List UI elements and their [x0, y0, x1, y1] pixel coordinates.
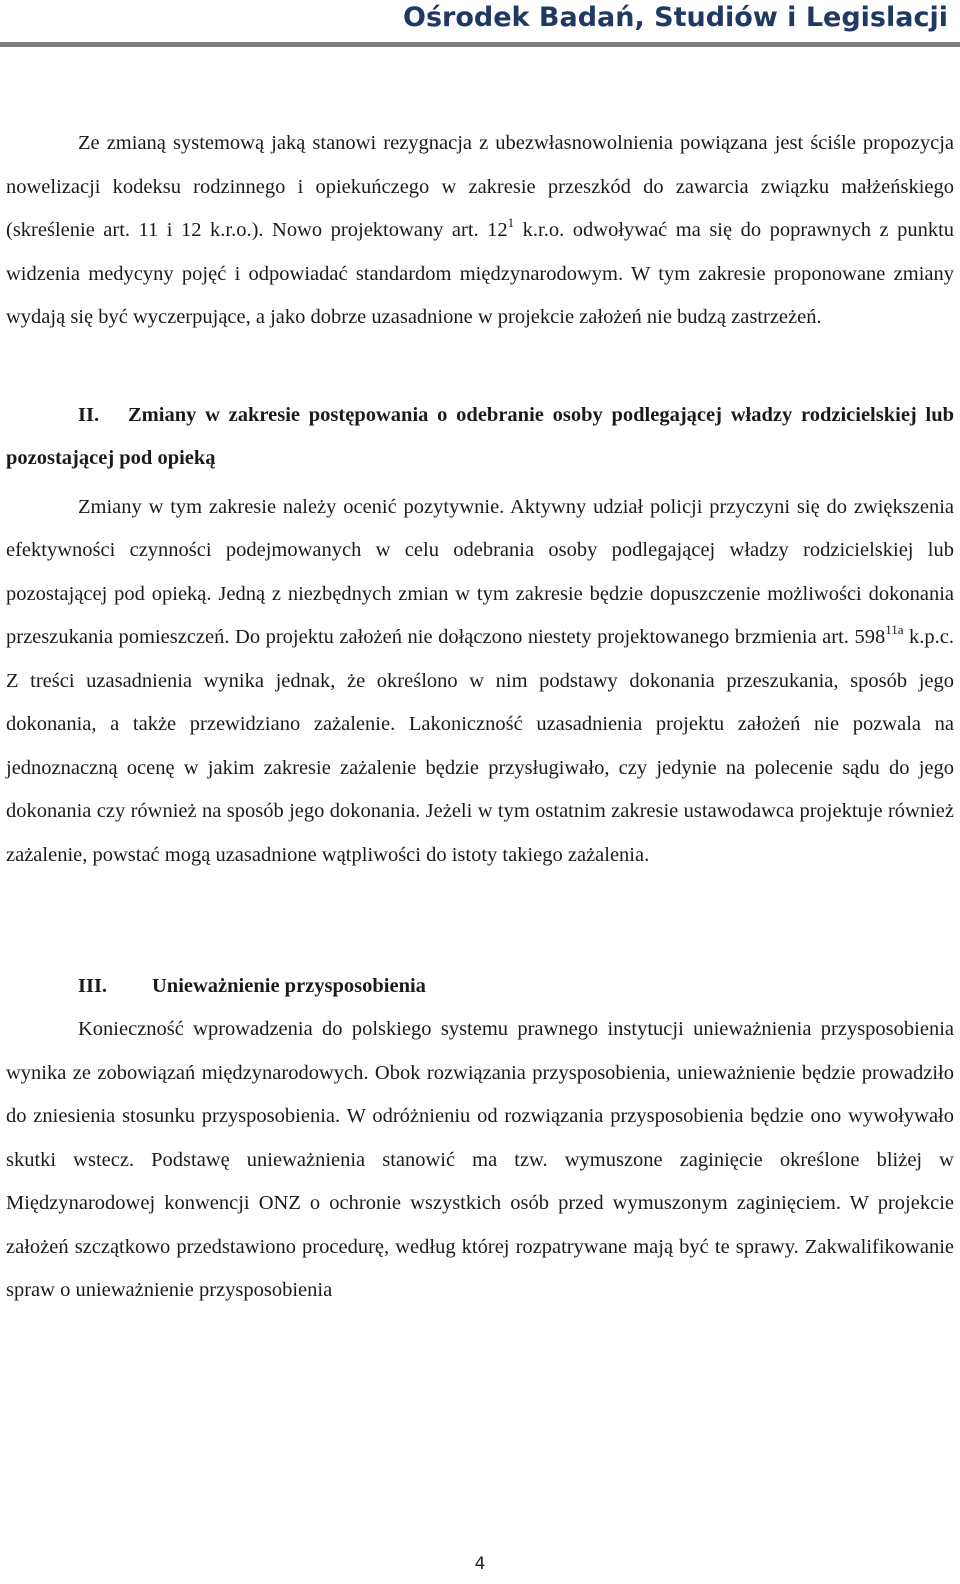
- paragraph-text: Konieczność wprowadzenia do polskiego systemu prawnego instytucji unieważnienia przysposobienia wynika ze zobowiązań międzynarodowych. Obok rozwiązania przysposobienia, unieważnienie będzie prowadziło do zniesienia stosunku przysposobienia. W odróżnieniu od rozwiązania przysposobienia będzie ono wywoływało skutki wstecz. Podstawę unieważnienia stanowić ma tzw. wymuszone zaginięcie określone bliżej w Międzynarodowej konwencji ONZ o ochronie wszystkich osób przed wymuszonym zaginięciem. W projekcie założeń szczątkowo przedstawiono procedurę, według której rozpatrywane mają być te sprawy. Zakwalifikowanie spraw o unieważnienie przysposobienia: [6, 1018, 954, 1301]
- header-title: Ośrodek Badań, Studiów i Legislacji: [403, 2, 948, 33]
- page-header: [0, 0, 960, 48]
- paragraph-text: Ze zmianą systemową jaką stanowi rezygnacja z ubezwłasnowolnienia powiązana jest ściśle propozycja nowelizacji kodeksu rodzinnego i opiekuńczego w zakresie przeszkód do zawarcia związku małżeńskiego (skreślenie art. 11 i 12 k.r.o.). Nowo projektowany art. 12: [6, 132, 954, 241]
- section-heading-ii: [6, 394, 954, 480]
- section-heading-iii: [6, 965, 954, 1008]
- document-body: [6, 122, 954, 1313]
- paragraph-text: k.p.c. Z treści uzasadnienia wynika jednak, że określono w nim podstawy dokonania przeszukania, sposób jego dokonania, a także przewidziano zażalenie. Lakoniczność uzasadnienia projektu założeń nie pozwala na jednoznaczną ocenę w jakim zakresie zażalenie będzie przysługiwało, czy jedynie na polecenie sądu do jego dokonania czy również na sposób jego dokonania. Jeżeli w tym ostatnim zakresie ustawodawca projektuje również zażalenie, powstać mogą uzasadnione wątpliwości do istoty takiego zażalenia.: [6, 626, 954, 866]
- section-title: Unieważnienie przysposobienia: [152, 975, 426, 997]
- paragraph-text: k.r.o. odwoływać ma się do poprawnych z punktu widzenia medycyny pojęć i odpowiadać standardom międzynarodowym. W tym zakresie proponowane zmiany wydają się być wyczerpujące, a jako dobrze uzasadnione w projekcie założeń nie budzą zastrzeżeń.: [6, 219, 955, 328]
- superscript: 1: [507, 215, 515, 230]
- section-title: Zmiany w zakresie postępowania o odebranie osoby podlegającej władzy rodzicielskiej lub pozostającej pod opieką: [6, 403, 954, 469]
- paragraph-section-ii: [6, 486, 954, 878]
- section-number: II.: [78, 403, 100, 426]
- header-rule: [0, 42, 960, 47]
- section-number: III.: [78, 975, 108, 997]
- paragraph-marriage-impediments: [6, 122, 954, 340]
- page-number: 4: [474, 1554, 486, 1574]
- paragraph-section-iii: [6, 1008, 954, 1313]
- superscript: 11a: [885, 622, 904, 637]
- paragraph-text: Zmiany w tym zakresie należy ocenić pozytywnie. Aktywny udział policji przyczyni się do zwiększenia efektywności czynności podejmowanych w celu odebrania osoby podlegającej władzy rodzicielskiej lub pozostającej pod opieką. Jedną z niezbędnych zmian w tym zakresie będzie dopuszczenie możliwości dokonania przeszukania pomieszczeń. Do projektu założeń nie dołączono niestety projektowanego brzmienia art. 598: [6, 495, 954, 648]
